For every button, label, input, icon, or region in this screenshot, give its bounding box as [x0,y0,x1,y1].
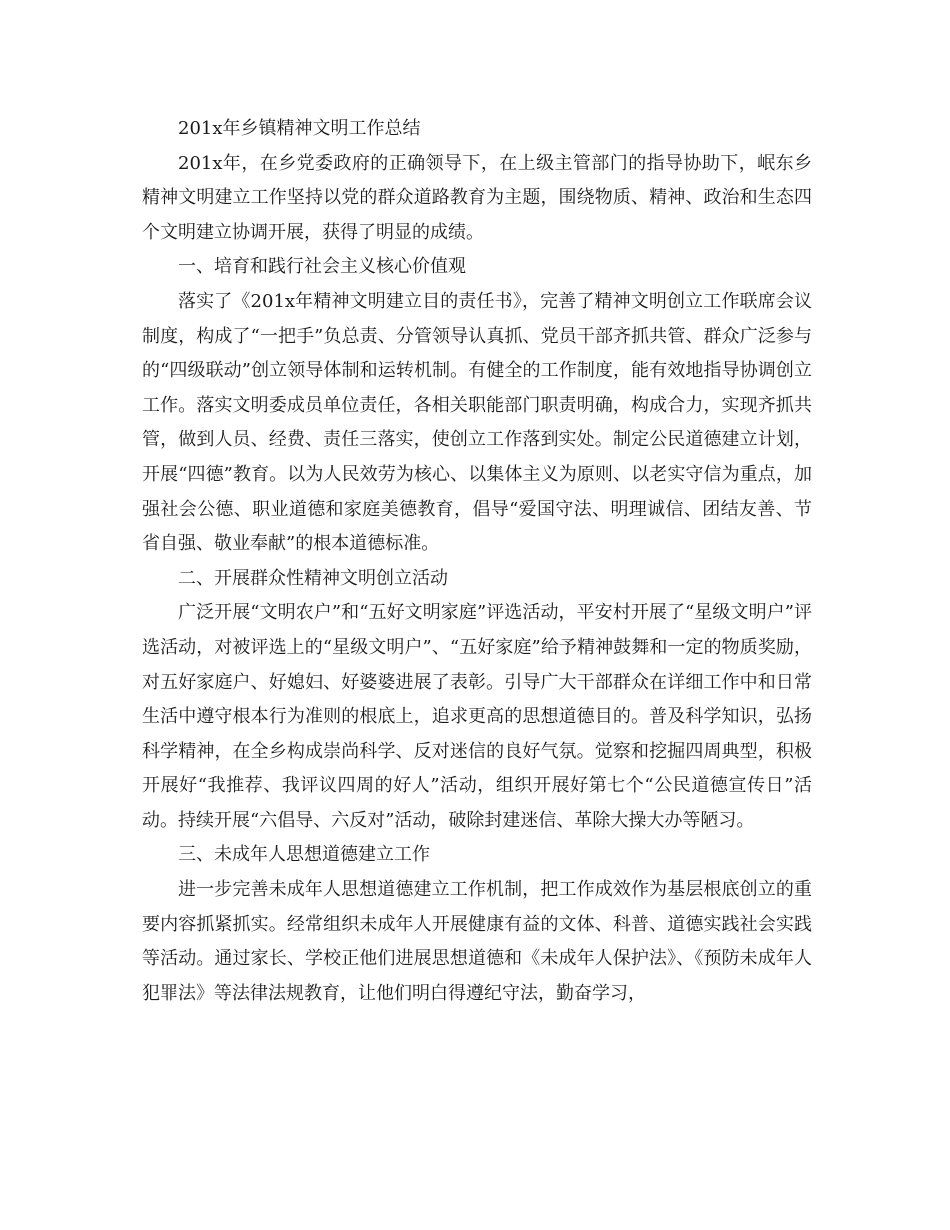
section-body-2: 广泛开展“文明农户”和“五好文明家庭”评选活动，平安村开展了“星级文明户”评选活动，对被评选上的“星级文明户”、“五好家庭”给予精神鼓舞和一定的物质奖励，对五好家庭户、好媳妇、好婆婆进展了表彰。引导广大干部群众在详细工作中和日常生活中遵守根本行为准则的根底上，追求更高的思想道德目的。普及科学知识，弘扬科学精神，在全乡构成崇尚科学、反对迷信的良好气氛。觉察和挖掘四周典型，积极开展好“我推荐、我评议四周的好人”活动，组织开展好第七个“公民道德宣传日”活动。持续开展“六倡导、六反对”活动，破除封建迷信、革除大操大办等陋习。 [142,602,812,831]
intro-paragraph: 201x年，在乡党委政府的正确领导下，在上级主管部门的指导协助下，岷东乡精神文明建立工作坚持以党的群众道路教育为主题，围绕物质、精神、政治和生态四个文明建立协调开展，获得了明显的成绩。 [142,152,812,243]
section-heading-3: 三、未成年人思想道德建立工作 [178,844,430,866]
section-body-3: 进一步完善未成年人思想道德建立工作机制，把工作成效作为基层根底创立的重要内容抓紧抓实。经常组织未成年人开展健康有益的文体、科普、道德实践社会实践等活动。通过家长、学校正他们进展思想道德和《未成年人保护法》、《预防未成年人犯罪法》等法律法规教育，让他们明白得遵纪守法，勤奋学习， [142,879,812,1004]
section-heading-2: 二、开展群众性精神文明创立活动 [178,567,448,589]
document-body [142,112,812,1011]
document-title: 201x年乡镇精神文明工作总结 [178,118,421,139]
section-heading-1: 一、培育和践行社会主义核心价值观 [178,256,466,278]
section-body-1: 落实了《201x年精神文明建立目的责任书》，完善了精神文明创立工作联席会议制度，构成了“一把手”负总责、分管领导认真抓、党员干部齐抓共管、群众广泛参与的“四级联动”创立领导体制和运转机制。有健全的工作制度，能有效地指导协调创立工作。落实文明委成员单位责任，各相关职能部门职责明确，构成合力，实现齐抓共管，做到人员、经费、责任三落实，使创立工作落到实处。制定公民道德建立计划，开展“四德”教育。以为人民效劳为核心、以集体主义为原则、以老实守信为重点，加强社会公德、职业道德和家庭美德教育，倡导“爱国守法、明理诚信、团结友善、节省自强、敬业奉献”的根本道德标准。 [142,290,812,555]
